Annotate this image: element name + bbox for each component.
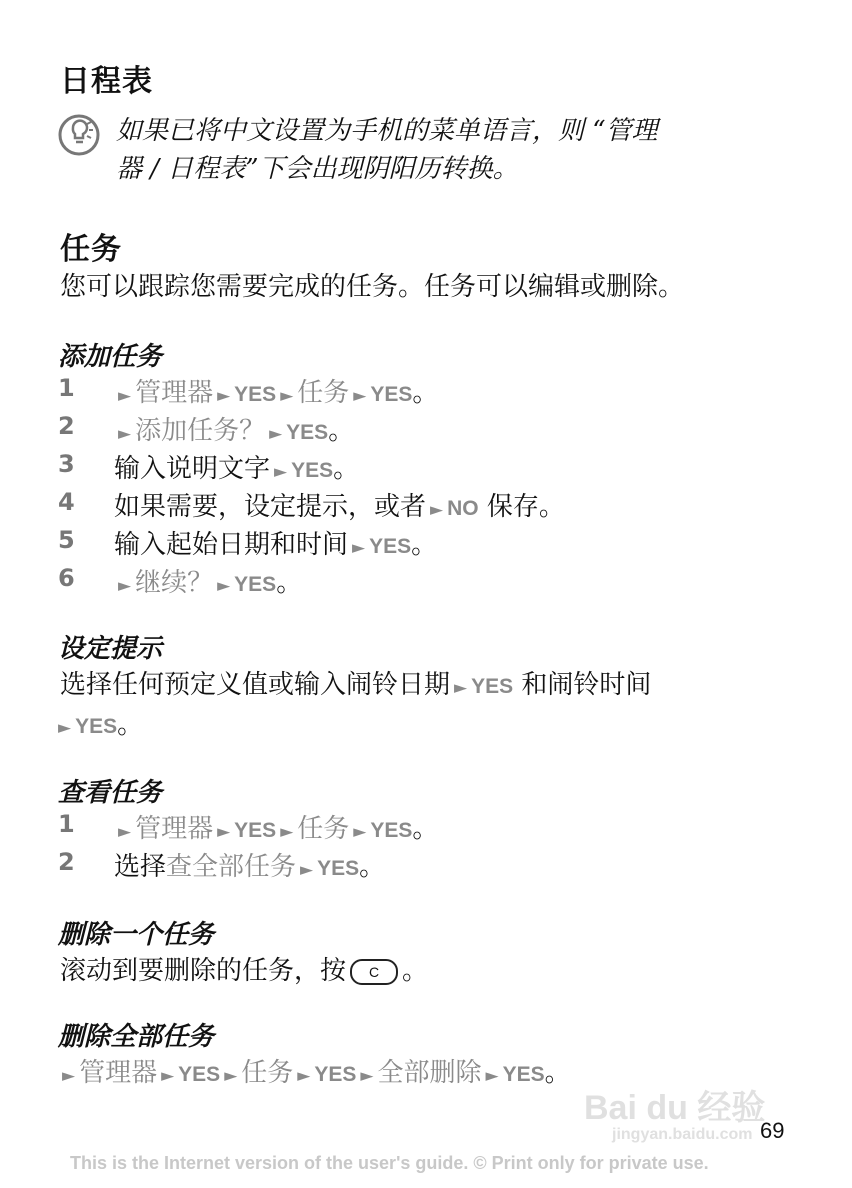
step-text: 。 (328, 416, 355, 446)
arrow-icon: ► (217, 386, 231, 406)
arrow-icon: ► (118, 424, 132, 444)
step-line (114, 808, 438, 845)
reminder-line2-tail: 。 (117, 710, 144, 740)
step-line (114, 486, 565, 523)
arrow-icon: ► (224, 1066, 238, 1086)
arrow-icon: ► (118, 822, 132, 842)
menu-path-label: 添加任务？ (135, 416, 266, 446)
step-number: 1 (58, 810, 75, 838)
arrow-icon: ► (217, 822, 231, 842)
step-number: 1 (58, 374, 75, 402)
arrow-icon: ► (217, 576, 231, 596)
step-text: 。 (412, 378, 439, 408)
heading-tasks: 任务 (60, 232, 122, 267)
arrow-icon: ► (58, 718, 72, 738)
step-text: 输入说明文字 (114, 454, 271, 484)
step-number: 5 (58, 526, 75, 554)
menu-path-label: 管理器 (135, 814, 214, 844)
reminder-line-1 (60, 664, 651, 701)
menu-path-label: 全部删除 (377, 1058, 482, 1088)
delete-one-line (60, 950, 428, 987)
step-number: 2 (58, 412, 75, 440)
step-number: 4 (58, 488, 75, 516)
arrow-icon: ► (454, 678, 468, 698)
softkey-label: YES (234, 573, 277, 596)
step-line (114, 410, 354, 447)
step-number: 6 (58, 564, 75, 592)
softkey-label: YES (502, 1063, 545, 1086)
arrow-icon: ► (485, 1066, 499, 1086)
heading-add-task: 添加任务 (58, 342, 163, 372)
step-text: 。 (276, 568, 303, 598)
reminder-line-2 (58, 704, 143, 741)
softkey-label: YES (234, 383, 277, 406)
step-text: 输入起始日期和时间 (114, 530, 349, 560)
delete-one-tail: 。 (402, 956, 429, 986)
arrow-icon: ► (161, 1066, 175, 1086)
step-text: 。 (544, 1058, 571, 1088)
softkey-label: YES (369, 535, 412, 558)
watermark-brand: Bai du 经验 (584, 1089, 766, 1127)
tasks-intro: 您可以跟踪您需要完成的任务。任务可以编辑或删除。 (60, 272, 685, 302)
step-text: 选择 (114, 852, 167, 882)
arrow-icon: ► (280, 822, 294, 842)
step-line (114, 372, 438, 409)
lightbulb-tip-icon (58, 114, 100, 156)
softkey-label: YES (234, 819, 277, 842)
softkey-label: YES (286, 421, 329, 444)
arrow-icon: ► (430, 500, 444, 520)
arrow-icon: ► (118, 386, 132, 406)
step-text: 。 (411, 530, 438, 560)
softkey-label: YES (291, 459, 334, 482)
heading-delete-all: 删除全部任务 (58, 1022, 215, 1052)
menu-path-label: 任务 (297, 378, 350, 408)
arrow-icon: ► (353, 822, 367, 842)
softkey-label: YES (178, 1063, 221, 1086)
step-text: 。 (412, 814, 439, 844)
tip-line-1: 如果已将中文设置为手机的菜单语言，则 “管理 (116, 116, 658, 146)
arrow-icon: ► (353, 386, 367, 406)
arrow-icon: ► (274, 462, 288, 482)
heading-set-reminder: 设定提示 (58, 634, 163, 664)
step-text: 保存。 (478, 492, 565, 522)
footer-note: This is the Internet version of the user's guide. © Print only for private use. (70, 1153, 709, 1173)
step-line (114, 846, 385, 883)
heading-delete-one: 删除一个任务 (58, 920, 215, 950)
menu-path-label: 继续？ (135, 568, 214, 598)
menu-path-label: 查全部任务 (166, 852, 297, 882)
softkey-label: YES (370, 383, 413, 406)
arrow-icon: ► (300, 860, 314, 880)
step-line (114, 524, 437, 561)
arrow-icon: ► (360, 1066, 374, 1086)
step-text: 。 (359, 852, 386, 882)
menu-path-label: 管理器 (79, 1058, 158, 1088)
step-number: 3 (58, 450, 75, 478)
c-key-icon: C (350, 959, 398, 985)
arrow-icon: ► (352, 538, 366, 558)
arrow-icon: ► (280, 386, 294, 406)
tip-line-2: 器 / 日程表”下会出现阴阳历转换。 (116, 154, 519, 184)
heading-view-tasks: 查看任务 (58, 778, 163, 808)
menu-path-label: 任务 (241, 1058, 294, 1088)
step-line (114, 448, 359, 485)
arrow-icon: ► (118, 576, 132, 596)
step-text: 如果需要，设定提示，或者 (114, 492, 427, 522)
yes-key-label: YES (75, 715, 118, 738)
reminder-text: 选择任何预定义值或输入闹铃日期 (60, 670, 451, 700)
arrow-icon: ► (297, 1066, 311, 1086)
softkey-label: YES (314, 1063, 357, 1086)
menu-path-label: 管理器 (135, 378, 214, 408)
step-number: 2 (58, 848, 75, 876)
delete-one-text: 滚动到要删除的任务，按 (60, 956, 347, 986)
arrow-icon: ► (269, 424, 283, 444)
watermark-url: jingyan.baidu.com (612, 1126, 753, 1143)
step-line (114, 562, 302, 599)
step-text: 。 (333, 454, 360, 484)
softkey-label: YES (370, 819, 413, 842)
softkey-label: YES (317, 857, 360, 880)
reminder-tail: 和闹铃时间 (521, 670, 652, 700)
heading-schedule: 日程表 (60, 64, 153, 99)
menu-path-label: 任务 (297, 814, 350, 844)
delete-all-line (58, 1052, 571, 1089)
yes-key-label: YES (471, 675, 514, 698)
arrow-icon: ► (62, 1066, 76, 1086)
softkey-label: NO (447, 497, 479, 520)
page-number: 69 (760, 1118, 785, 1143)
